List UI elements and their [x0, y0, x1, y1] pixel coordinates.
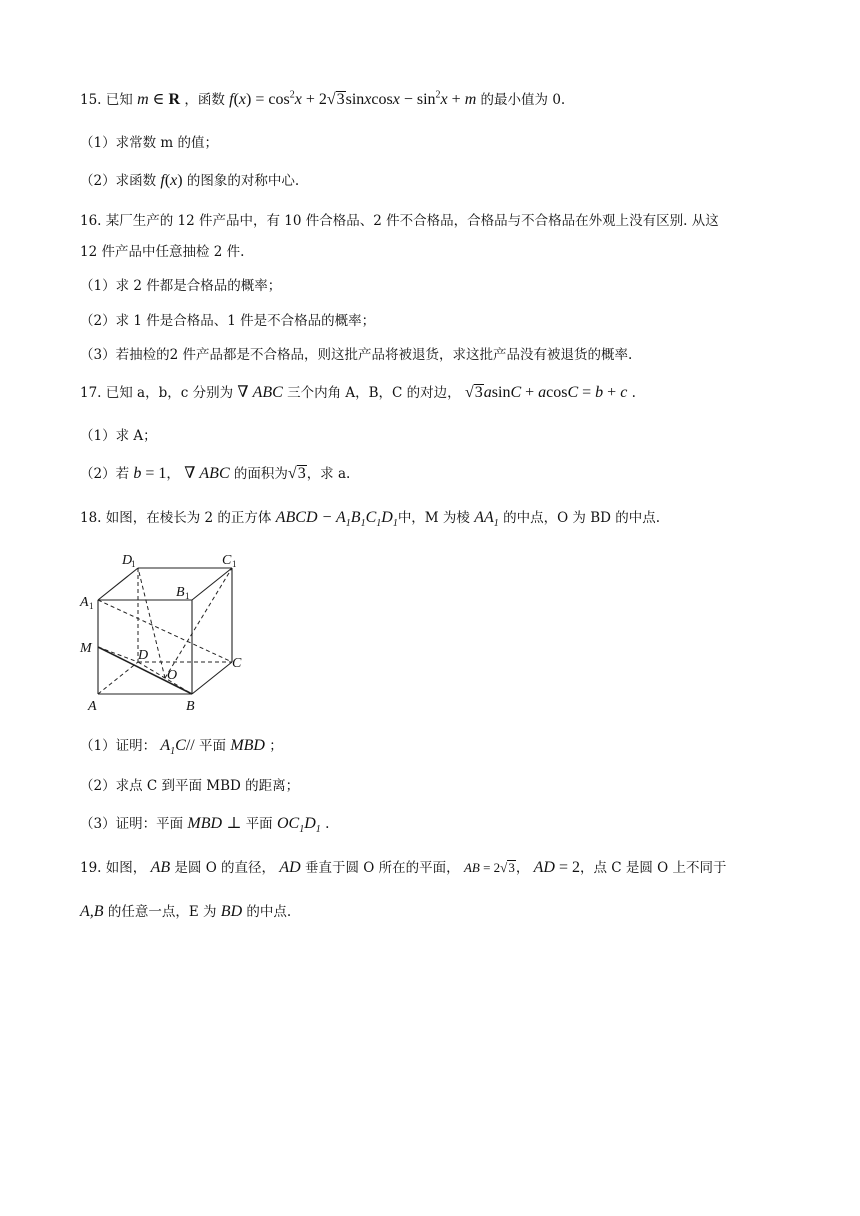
p17-q2-post: ，求 a.: [306, 466, 351, 482]
p15-m-in-R: m ∈ R: [137, 91, 181, 108]
p16-line2: 12 件产品中任意抽检 2 件.: [80, 244, 245, 260]
cube-figure: [72, 548, 262, 718]
p17-stem-mid: 三个内角 A，B，C 的对边，: [287, 385, 461, 401]
p17-q2-triangle: ∇ ABC: [184, 465, 230, 482]
p19-line2-post: 的中点.: [246, 904, 292, 920]
p17-q2-mid: ，: [166, 466, 180, 482]
label-a: A: [88, 699, 97, 714]
p18-cube-name: ABCD − $A_1B_1C_1D_1$: [275, 509, 398, 530]
p18-stem-mid: 中，M 为棱: [397, 510, 470, 526]
edge-b-c: [192, 662, 232, 694]
p19-stem-d: ，点 C 是圆 O 上不同于: [579, 860, 727, 876]
p17-q2: [80, 464, 350, 484]
p19-stem-c: ，: [515, 860, 530, 876]
p19-ad: AD: [279, 859, 301, 876]
p17-triangle-abc: ∇ ABC: [237, 384, 283, 401]
p15-function-formula: $f(x) = \cos^2x$ + 2√3sinxcosx − $\sin^2x + m$: [229, 89, 477, 108]
diag-a1-c: [98, 600, 232, 662]
p18-q3-post: .: [325, 816, 330, 832]
p17-stem-post: .: [631, 385, 636, 401]
p18-q1: [80, 736, 283, 756]
label-b: B: [186, 699, 195, 714]
p18-perpendicular-symbol: ⊥: [226, 815, 242, 832]
p19-ab: AB: [150, 859, 171, 876]
p17-b-equals-1: b = 1: [133, 465, 167, 482]
label-d1: D: [122, 553, 133, 568]
p18-q3-pre: （3）证明：平面: [80, 816, 184, 832]
edge-a-d: [98, 662, 138, 694]
p15-q2-pre: （2）求函数: [80, 173, 157, 189]
p15-q1: （1）求常数 m 的值；: [80, 135, 218, 151]
p19-line2: [80, 902, 291, 922]
p19-stem-pre: 19. 如图，: [80, 860, 147, 876]
p18-q3-mid: 平面: [245, 816, 273, 832]
p15-stem: [80, 90, 565, 110]
label-c1: C: [222, 553, 232, 568]
edge-b1-c1: [192, 568, 232, 600]
label-d1-sub: 1: [131, 559, 136, 569]
label-b1-sub: 1: [185, 591, 190, 601]
p17-area-value: √3: [287, 465, 306, 482]
p18-stem-post: 的中点，O 为 BD 的中点.: [503, 510, 661, 526]
p19-stem-b: 垂直于圆 O 所在的平面，: [304, 860, 460, 876]
label-b1: B: [176, 585, 185, 600]
p15-q2-fx: f(x): [160, 172, 183, 189]
p18-q3-plane2: $OC_1D_1$: [276, 815, 321, 836]
p17-stem-pre: 17. 已知 a，b，c 分别为: [80, 385, 234, 401]
p18-q2: （2）求点 C 到平面 MBD 的距离；: [80, 778, 300, 794]
edge-a1-d1: [98, 568, 138, 600]
p15-stem-mid: ，函数: [184, 92, 225, 108]
p18-edge-aa1: $AA_1$: [474, 509, 499, 530]
label-a1: A: [80, 595, 89, 610]
label-d: D: [138, 648, 149, 663]
p18-stem-pre: 18. 如图，在棱长为 2 的正方体: [80, 510, 272, 526]
p18-q1-post: ；: [269, 738, 283, 754]
p19-line2-mid: 的任意一点，E 为: [107, 904, 217, 920]
p17-equation: √3asinC + acosC = b + c: [464, 384, 628, 401]
p19-ad-value: AD = 2: [533, 859, 580, 876]
p18-q3: [80, 814, 329, 834]
p17-q2-pre: （2）若: [80, 466, 130, 482]
label-m: M: [80, 641, 92, 656]
p16-line1: 16. 某厂生产的 12 件产品中，有 10 件合格品、2 件不合格品，合格品与不合格品在外观上没有区别. 从这: [80, 213, 719, 229]
p18-q1-pre: （1）证明：: [80, 738, 157, 754]
label-c: C: [232, 656, 242, 671]
p19-stem: [80, 858, 727, 878]
p18-parallel-symbol: //: [185, 737, 195, 754]
p18-stem: [80, 508, 660, 528]
p16-q3: （3）若抽检的2 件产品都是不合格品，则这批产品将被退货，求这批产品没有被退货的概率.: [80, 347, 633, 363]
p17-stem: [80, 383, 636, 403]
label-c1-sub: 1: [232, 559, 237, 569]
p18-q1-plane: MBD: [230, 737, 265, 754]
p18-q1-a1c: $A_1C$: [160, 737, 186, 758]
label-a1-sub: 1: [89, 601, 94, 611]
p15-q2: [80, 171, 299, 191]
p19-ab-value: AB = 2√3: [463, 860, 515, 875]
p16-q1: （1）求 2 件都是合格品的概率；: [80, 278, 282, 294]
p17-q1: （1）求 A；: [80, 428, 157, 444]
p18-q3-plane1: MBD: [187, 815, 223, 832]
p19-stem-a: 是圆 O 的直径，: [174, 860, 276, 876]
p19-points-ab: A,B: [80, 903, 104, 920]
p18-q1-mid: 平面: [199, 738, 227, 754]
p15-stem-pre: 15. 已知: [80, 92, 133, 108]
p17-q2-mid2: 的面积为: [233, 466, 288, 482]
p19-bd: BD: [220, 903, 243, 920]
label-o: O: [167, 668, 178, 683]
p15-stem-post: 的最小值为 0.: [480, 92, 566, 108]
p15-q2-post: 的图象的对称中心.: [186, 173, 300, 189]
p16-q2: （2）求 1 件是合格品、1 件是不合格品的概率；: [80, 313, 376, 329]
